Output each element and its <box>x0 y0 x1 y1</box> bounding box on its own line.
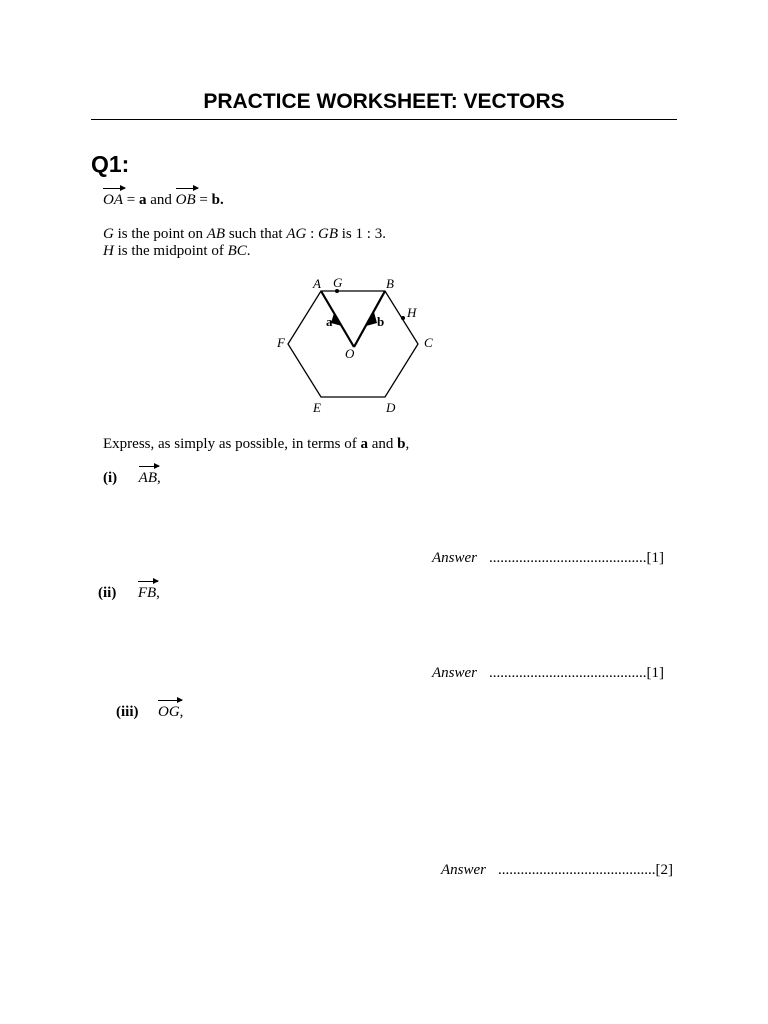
label-g: G <box>333 275 343 290</box>
arrowhead-a-icon <box>331 313 342 326</box>
vector-ab-text: AB <box>138 470 157 486</box>
label-f: F <box>277 335 285 350</box>
vector-oa-text: OA <box>103 192 123 208</box>
text-run: is 1 : 3. <box>338 226 386 242</box>
text-run: , <box>405 436 410 452</box>
arrow-icon <box>139 466 159 467</box>
label-c: C <box>424 335 433 350</box>
text-run: , <box>179 704 184 720</box>
arrow-icon <box>176 188 198 189</box>
label-b: B <box>386 276 394 291</box>
page-title: PRACTICE WORKSHEET: VECTORS <box>203 90 565 113</box>
and-text: and <box>146 192 176 208</box>
bold-a: a <box>138 192 147 208</box>
text-run: , <box>157 470 161 486</box>
label-vector-b: b <box>377 314 385 329</box>
vector-og-text: OG <box>158 704 180 720</box>
equals-text: = <box>126 192 139 208</box>
answer-label: Answer <box>441 862 486 878</box>
definition-g <box>103 226 386 243</box>
segment-ab: AB <box>206 226 226 242</box>
label-h: H <box>407 305 417 320</box>
text-run: Express, as simply as possible, in terms of <box>103 436 361 452</box>
label-a: A <box>313 276 321 291</box>
vector-fb <box>138 581 156 602</box>
answer-row-i <box>432 550 664 567</box>
answer-row-iii <box>441 862 673 879</box>
part-i <box>103 466 161 487</box>
part-iii <box>116 700 183 721</box>
vector-og <box>158 700 180 721</box>
bold-a: a <box>360 436 368 452</box>
answer-label: Answer <box>432 550 477 566</box>
marks: [2] <box>655 862 673 878</box>
text-run: and <box>367 436 398 452</box>
answer-field[interactable]: .......................................... <box>489 550 647 566</box>
period-text: . <box>219 192 224 208</box>
text-run: is the midpoint of <box>113 243 228 259</box>
answer-row-ii <box>432 665 664 682</box>
label-vector-a: a <box>326 314 333 329</box>
text-run: is the point on <box>113 226 207 242</box>
answer-label: Answer <box>432 665 477 681</box>
bold-b: b <box>211 192 220 208</box>
vector-fb-text: FB <box>137 585 157 601</box>
vector-ob <box>176 188 196 209</box>
part-ii <box>98 581 160 602</box>
point-g: G <box>103 226 114 242</box>
vector-oa <box>103 188 123 209</box>
arrow-icon <box>158 700 182 701</box>
marks: [1] <box>646 550 664 566</box>
given-line <box>103 188 224 209</box>
segment-gb: GB <box>318 226 339 242</box>
point-h: H <box>103 243 114 259</box>
title-rule <box>91 119 677 120</box>
arrow-icon <box>138 581 158 582</box>
equals-text: = <box>199 192 212 208</box>
question-label: Q1: <box>91 151 130 177</box>
part-number: (iii) <box>116 704 139 720</box>
label-d: D <box>386 400 396 415</box>
label-e: E <box>313 400 321 415</box>
part-number: (ii) <box>98 585 117 601</box>
marks: [1] <box>646 665 664 681</box>
text-run: , <box>156 585 160 601</box>
hexagon-diagram <box>270 270 440 418</box>
label-o: O <box>345 346 355 361</box>
instruction <box>103 436 409 453</box>
bold-b: b <box>397 436 406 452</box>
vector-ob-text: OB <box>175 192 196 208</box>
segment-ag: AG <box>286 226 307 242</box>
answer-field[interactable]: .......................................... <box>489 665 647 681</box>
text-run: : <box>306 226 319 242</box>
text-run: such that <box>225 226 287 242</box>
text-run: . <box>246 243 251 259</box>
vector-ab <box>139 466 157 487</box>
segment-bc: BC <box>227 243 247 259</box>
arrow-icon <box>103 188 125 189</box>
part-number: (i) <box>103 470 118 486</box>
definition-h <box>103 243 251 260</box>
answer-field[interactable]: .......................................... <box>498 862 656 878</box>
point-h-dot <box>401 316 405 320</box>
